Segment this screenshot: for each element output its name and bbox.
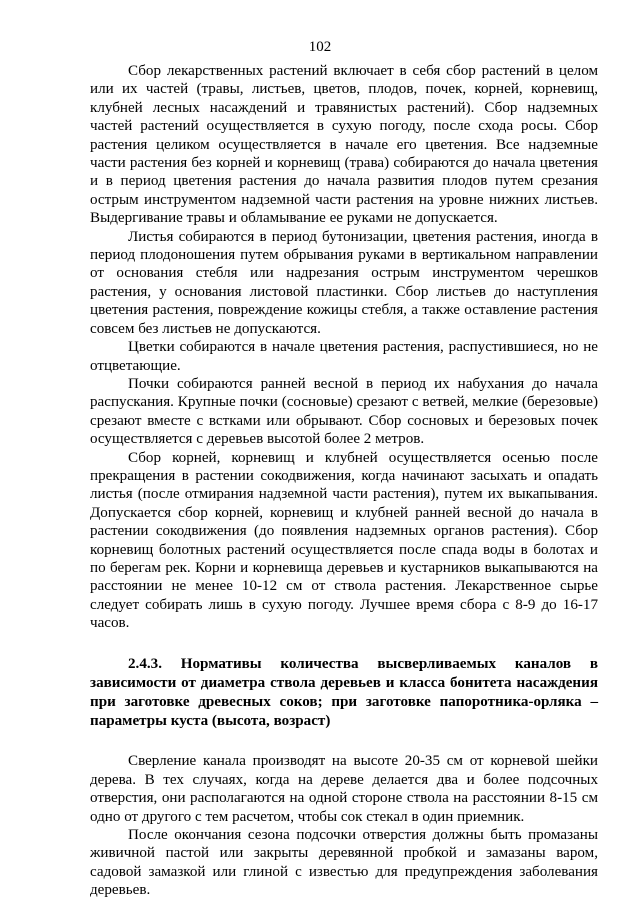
- paragraph-plant-collection: Сбор лекарственных растений включает в себя сбор растений в целом или их частей (травы, листьев, цветов, плодов, почек, корней, корневищ, клубней лесных насаждений и травянистых растений). Сбор надземных частей растений осуществляется в сухую погоду, после схода росы. Сбор растения целиком осуществляется в начале его цветения. Все надземные части растения без корней и корневищ (трава) собираются до начала цветения и в период цветения растения до начала развития плодов путем срезания острым инструментом надземной части растения на уровне нижних листьев. Выдергивание травы и обламывание ее руками не допускается.: [90, 63, 598, 227]
- paragraph-drilling: Сверление канала производят на высоте 20-35 см от корневой шейки дерева. В тех случаях, когда на дереве делается два и более подсочных отверстия, они располагаются на одной стороне ствола на расстоянии 8-15 см одно от другого с тем расчетом, чтобы сок стекал в один приемник.: [90, 753, 598, 825]
- document-body: [90, 62, 598, 900]
- paragraph-flowers: Цветки собираются в начале цветения растения, распустившиеся, но не отцветающие.: [90, 339, 598, 374]
- section-heading: 2.4.3. Нормативы количества высверливаемых каналов в зависимости от диаметра ствола деревьев и класса бонитета насаждения при заготовке древесных соков; при заготовке папоротника-орляка – параметры куста (высота, возраст): [90, 655, 598, 730]
- paragraph-buds: Почки собираются ранней весной в период их набухания до начала распускания. Крупные почки (сосновые) срезают с ветвей, мелкие (березовые) срезают вместе с встками или обрывают. Сбор сосновых и березовых почек осуществляется с деревьев высотой более 2 метров.: [90, 375, 598, 448]
- paragraph-roots: Сбор корней, корневищ и клубней осуществляется осенью после прекращения в растении сокодвижения, когда начинают засыхать и опадать листья (после отмирания надземной части растения), путем их выкапывания. Допускается сбор корней, корневищ и клубней ранней весной до начала в растении сокодвижения (до появления надземных органов растения). Сбор корневищ болотных растений осуществляется после спада воды в болотах и по берегам рек. Корни и корневища деревьев и кустарников выкапываются на расстоянии не менее 10-12 см от ствола растения. Лекарственное сырье следует собирать лишь в сухую погоду. Лучшее время сбора с 8-9 до 16-17 часов.: [90, 449, 598, 632]
- page-number: 102: [308, 39, 332, 55]
- paragraph-sealing: После окончания сезона подсочки отверстия должны быть промазаны живичной пастой или закрыты деревянной пробкой и замазаны варом, садовой замазкой или глиной с известью для предупреждения заболевания деревьев.: [90, 827, 598, 899]
- paragraph-leaves: Листья собираются в период бутонизации, цветения растения, иногда в период плодоношения путем обрывания руками в вертикальном направлении от основания стебля или надрезания острым инструментом черешков растения, у основания листовой пластинки. Сбор листьев до наступления цветения растения, повреждение кожицы стебля, а также оставление растения совсем без листьев не допускаются.: [90, 228, 598, 337]
